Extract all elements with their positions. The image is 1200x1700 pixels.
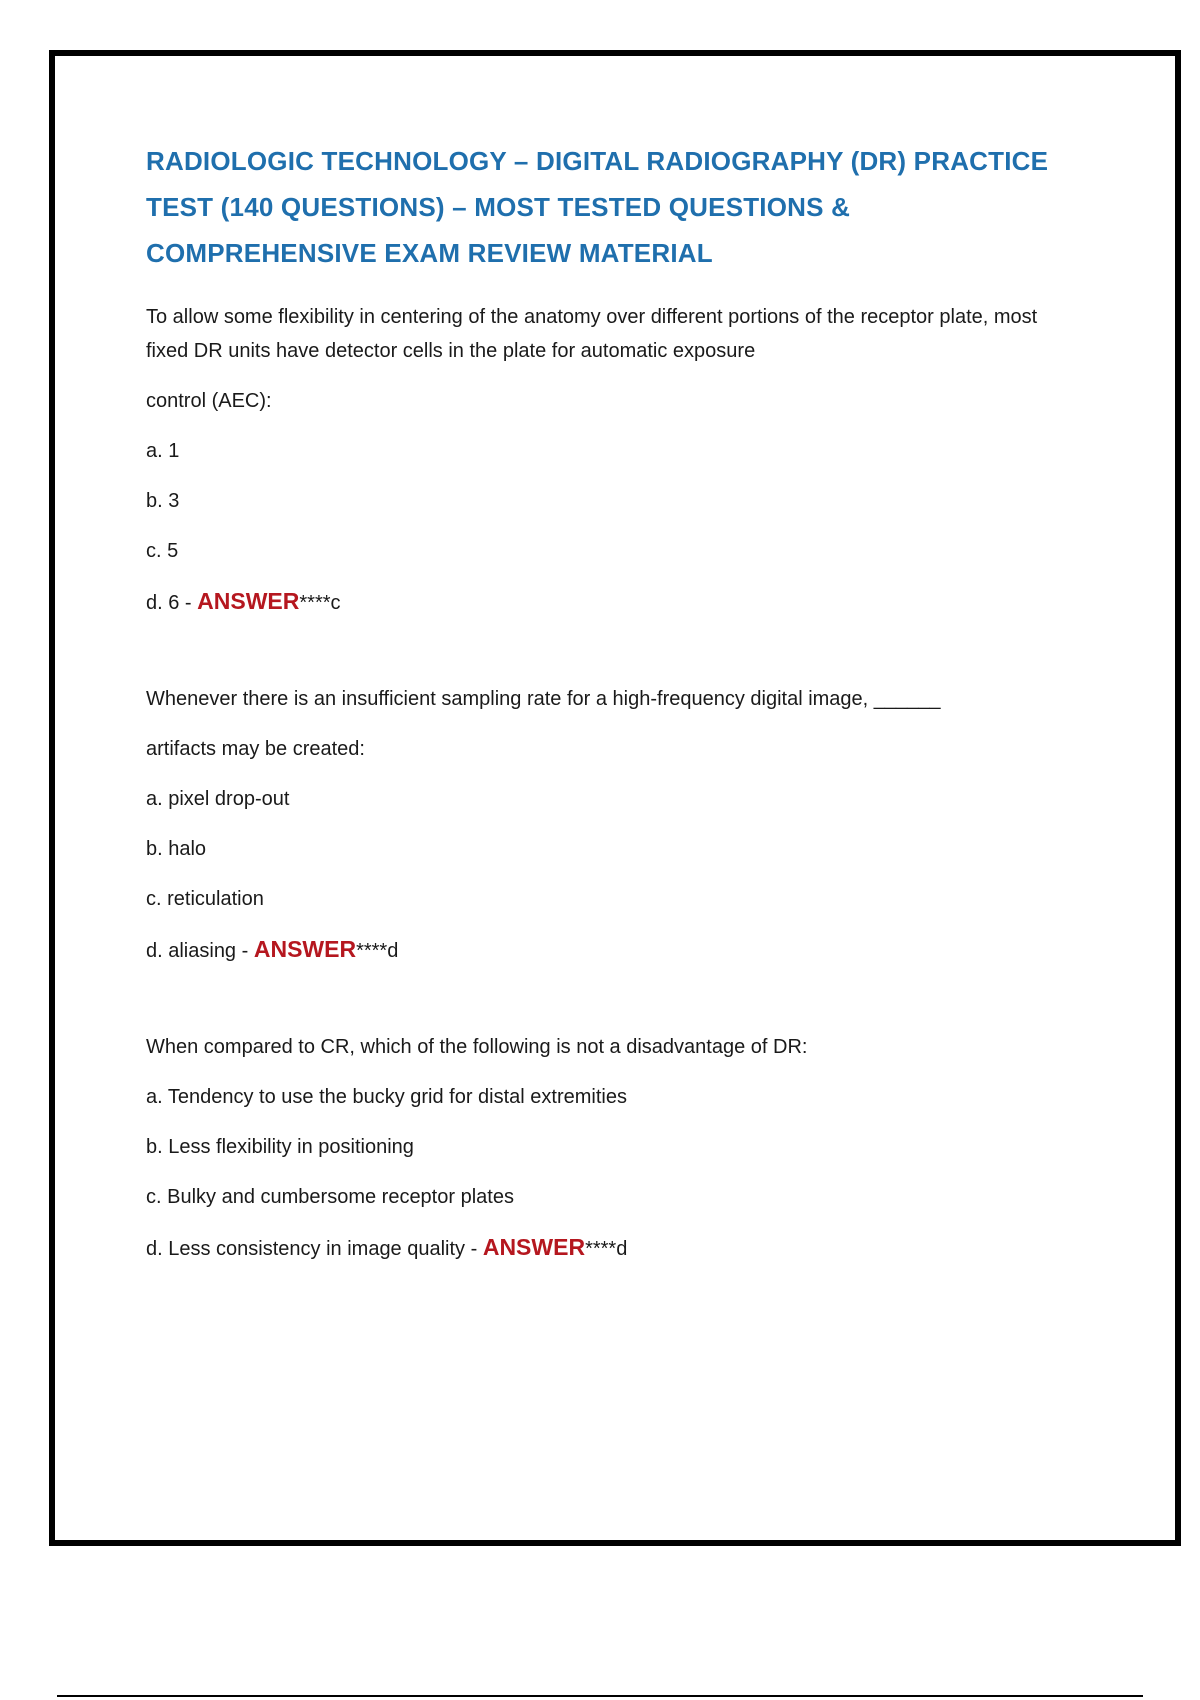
answer-value: ****c	[299, 592, 341, 614]
question-1	[146, 300, 1066, 620]
answer-value: ****d	[585, 1238, 628, 1260]
answer-value: ****d	[356, 940, 399, 962]
option-c: c. reticulation	[146, 888, 264, 910]
question-text-continued: control (AEC):	[146, 390, 272, 412]
option-a: a. pixel drop-out	[146, 788, 290, 810]
answer-label: ANSWER	[253, 936, 357, 962]
question-text: When compared to CR, which of the following is not a disadvantage of DR:	[146, 1036, 808, 1058]
question-2	[146, 682, 1066, 968]
option-a: a. Tendency to use the bucky grid for distal extremities	[146, 1086, 627, 1108]
answer-label: ANSWER	[482, 1234, 586, 1260]
option-d	[146, 584, 1066, 620]
document-title: RADIOLOGIC TECHNOLOGY – DIGITAL RADIOGRAPHY (DR) PRACTICE TEST (140 QUESTIONS) – MOST TESTED QUESTIONS & COMPREHENSIVE EXAM REVIEW MATERIAL	[146, 146, 1049, 268]
question-3	[146, 1030, 1066, 1266]
option-d	[146, 932, 1066, 968]
question-text-continued: artifacts may be created:	[146, 738, 365, 760]
option-d-text: d. aliasing -	[146, 940, 254, 962]
option-d	[146, 1230, 1066, 1266]
option-c: c. Bulky and cumbersome receptor plates	[146, 1186, 514, 1208]
option-b: b. 3	[146, 490, 180, 512]
answer-label: ANSWER	[197, 588, 300, 614]
question-text: To allow some flexibility in centering of the anatomy over different portions of the receptor plate, most fixed DR units have detector cells in the plate for automatic exposure	[146, 306, 1038, 362]
option-b: b. Less flexibility in positioning	[146, 1136, 414, 1158]
option-b: b. halo	[146, 838, 207, 860]
document-body	[146, 138, 1066, 1328]
option-d-text: d. Less consistency in image quality -	[146, 1238, 483, 1260]
option-a: a. 1	[146, 440, 180, 462]
bottom-rule	[57, 1695, 1143, 1697]
question-text: Whenever there is an insufficient sampling rate for a high-frequency digital image, ______	[146, 688, 941, 710]
option-c: c. 5	[146, 540, 179, 562]
option-d-text: d. 6 -	[146, 592, 198, 614]
